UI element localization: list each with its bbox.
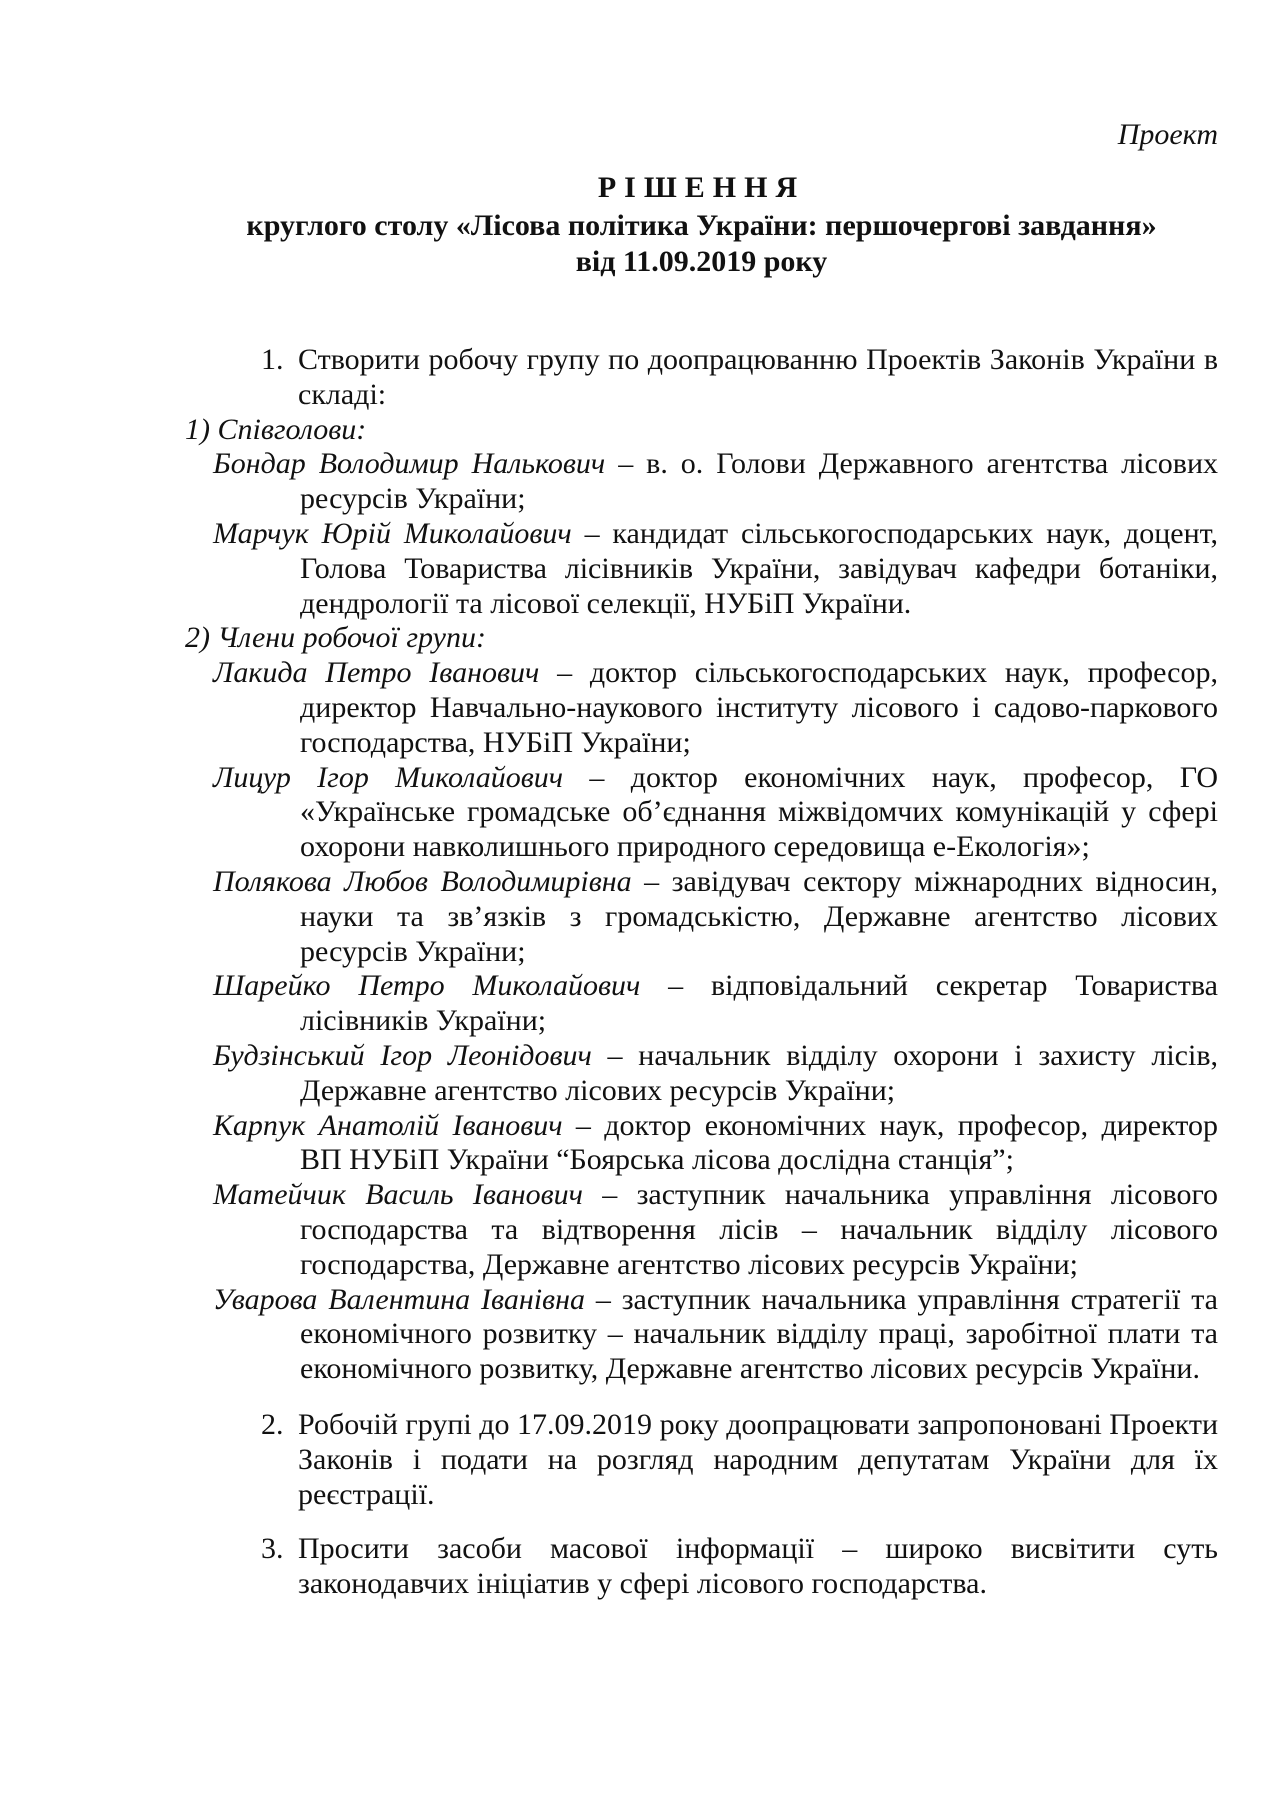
spacer (185, 1387, 1218, 1408)
working-group-heading: 2) Члени робочої групи: (185, 621, 486, 655)
item-text: Робочій групі до 17.09.2019 року доопрацювати запропоновані Проекти Законів і подати на розгляд народним депутатам України для їх реєстрації. (298, 1407, 1218, 1511)
member-entry (185, 1039, 1218, 1109)
member-name: Полякова Любов Володимирівна (213, 864, 632, 898)
item-text: Створити робочу групу по доопрацюванню Проектів Законів України в складі: (298, 343, 1218, 411)
numbered-item-1 (185, 343, 1218, 413)
member-entry (185, 517, 1218, 621)
member-role: – кандидат сільськогосподарських наук, доцент, Голова Товариства лісівників України, завідувач кафедри ботаніки, дендрології та лісової селекції, НУБіП України. (300, 516, 1218, 620)
document-title: РІШЕННЯ (597, 171, 806, 204)
member-entry (185, 1283, 1218, 1387)
item-number: 3. (261, 1532, 284, 1566)
draft-label: Проект (1117, 118, 1218, 151)
member-role: – завідувач сектору міжнародних відносин, науки та зв’язків з громадськістю, Державне агентство лісових ресурсів України; (300, 864, 1218, 968)
member-name: Будзінський Ігор Леонідович (213, 1038, 592, 1072)
member-role: – доктор сільськогосподарських наук, професор, директор Навчально-наукового інституту лісового і садово-паркового господарства, НУБіП України; (300, 656, 1218, 759)
member-name: Карпук Анатолій Іванович (213, 1108, 563, 1142)
document-subtitle: круглого столу «Лісова політика України: першочергові завдання» (246, 209, 1157, 242)
member-name: Лицур Ігор Миколайович (213, 760, 564, 794)
member-entry (185, 447, 1218, 517)
member-name: Шарейко Петро Миколайович (213, 969, 641, 1003)
member-entry (185, 865, 1218, 969)
member-entry (185, 969, 1218, 1039)
member-entry (185, 1178, 1218, 1282)
member-name: Матейчик Василь Іванович (213, 1178, 583, 1212)
member-name: Уварова Валентина Іванівна (213, 1282, 585, 1316)
numbered-item-3 (185, 1532, 1218, 1602)
member-role: – доктор економічних наук, професор, ГО «Українське громадське об’єднання міжвідомчих комунікацій у сфері охорони навколишнього природного середовища е-Екологія»; (300, 760, 1218, 864)
spacer (185, 1512, 1218, 1532)
member-role: – заступник начальника управління стратегії та економічного розвитку – начальник відділу праці, заробітної плати та економічного розвитку, Державне агентство лісових ресурсів України. (300, 1282, 1218, 1386)
member-name: Марчук Юрій Миколайович (213, 516, 572, 550)
member-name: Бондар Володимир Налькович (213, 447, 606, 481)
item-number: 2. (261, 1407, 284, 1441)
numbered-item-2 (185, 1408, 1218, 1512)
member-role: – відповідальний секретар Товариства лісівників України; (300, 969, 1218, 1038)
member-entry (185, 1109, 1218, 1179)
member-entry (185, 761, 1218, 865)
title-block (185, 170, 1218, 280)
member-role: – начальник відділу охорони і захисту лісів, Державне агентство лісових ресурсів України; (300, 1038, 1218, 1107)
member-role: – в. о. Голови Державного агентства лісових ресурсів України; (300, 447, 1219, 516)
document-date: від 11.09.2019 року (575, 245, 828, 278)
document-body (185, 343, 1218, 1602)
member-name: Лакида Петро Іванович (213, 656, 540, 690)
co-chairs-heading: 1) Співголови: (185, 412, 367, 446)
member-role: – заступник начальника управління лісового господарства та відтворення лісів – начальник відділу лісового господарства, Державне агентство лісових ресурсів України; (300, 1178, 1218, 1281)
item-number: 1. (261, 343, 284, 376)
member-entry (185, 656, 1218, 760)
member-role: – доктор економічних наук, професор, директор ВП НУБіП України “Боярська лісова дослідна станція”; (300, 1108, 1218, 1177)
item-text: Просити засоби масової інформації – широко висвітити суть законодавчих ініціатив у сфері лісового господарства. (298, 1532, 1218, 1601)
